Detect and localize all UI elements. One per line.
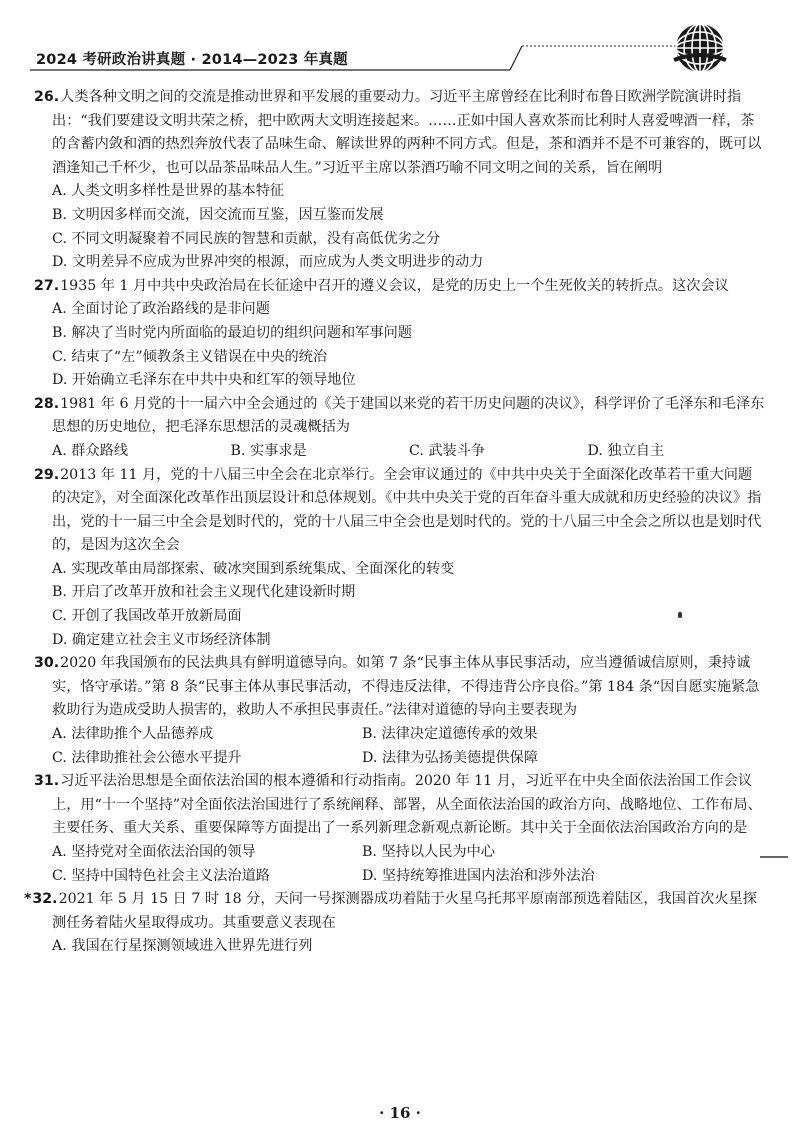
option-a: A. 人类文明多样性是世界的基本特征: [52, 183, 285, 200]
question-number: 32.: [32, 891, 58, 908]
option-b: B. 法律决定道德传承的效果: [362, 726, 538, 743]
option-d: D. 确定建立社会主义市场经济体制: [52, 631, 271, 648]
option-b: B. 开启了改革开放和社会主义现代化建设新时期: [52, 584, 356, 601]
question-number: 30.: [34, 655, 60, 672]
question-stem: 1935 年 1 月中共中央政治局在长征途中召开的遵义会议，是党的历史上一个生死攸关的转折点。这次会议: [60, 277, 729, 294]
question-stem: 2021 年 5 月 15 日 7 时 18 分，天问一号探测器成功着陆于火星乌托邦平原南部预选着陆区，我国首次火星探测任务着陆火星取得成功。其重要意义表现在: [52, 891, 757, 931]
header-title: 2024 考研政治讲真题 · 2014—2023 年真题: [36, 52, 348, 68]
question-28: [34, 393, 766, 464]
option-list: [34, 440, 766, 464]
question-stem: 2020 年我国颁布的民法典具有鲜明道德导向。如第 7 条“民事主体从事民事活动，应当遵循诚信原则，秉持诚实，恪守承诺。”第 8 条“民事主体从事民事活动，不得违反法律，不得违背公序良俗。”第 184 条“因自愿实施紧急救助行为造成受助人损害的，救助人不承担民事责任。”法律对道德的导向主要表现为: [52, 655, 760, 719]
question-32: [24, 888, 766, 959]
scan-streak: [760, 856, 788, 858]
option-a: A. 实现改革由局部探索、破冰突围到系统集成、全面深化的转变: [52, 560, 455, 577]
option-a: A. 群众路线: [52, 442, 129, 459]
page-header: [30, 40, 730, 74]
page-number: · 16 ·: [379, 1104, 421, 1122]
option-a: A. 法律助推个人品德养成: [52, 726, 214, 743]
option-list: [24, 935, 766, 959]
option-a: A. 坚持党对全面依法治国的领导: [52, 844, 256, 860]
question-number: 31.: [34, 773, 60, 790]
option-b: B. 坚持以人民为中心: [362, 844, 495, 860]
question-number: 27.: [34, 277, 60, 294]
question-stem: 习近平法治思想是全面依法治国的根本遵循和行动指南。2020 年 11 月，习近平在中央全面依法治国工作会议上，用“十一个坚持”对全面依法治国进行了系统阐释、部署，从全面依法治国的政治方向、战略地位、工作布局、主要任务、重大关系、重要保障等方面提出了一系列新理念新观点新论断。其中关于全面依法治国政治方向的是: [52, 773, 762, 837]
option-b: B. 文明因多样而交流，因交流而互鉴，因互鉴而发展: [52, 206, 384, 223]
question-number: 29.: [34, 466, 60, 483]
question-number: 26.: [34, 89, 60, 105]
question-stem: 人类各种文明之间的交流是推动世界和平发展的重要动力。习近平主席曾经在比利时布鲁日欧洲学院演讲时指出：“我们要建设文明共荣之桥，把中欧两大文明连接起来。……正如中国人喜欢茶而比利时人喜爱啤酒一样，茶的含蓄内敛和酒的热烈奔放代表了品味生命、解读世界的两种不同方式。但是，茶和酒并不是不可兼容的，既可以酒逢知己千杯少，也可以品茶品味品人生。”习近平主席以茶酒巧喻不同文明之间的关系，旨在阐明: [52, 89, 762, 176]
option-list: [34, 723, 766, 770]
option-list: [34, 298, 766, 392]
option-d: D. 开始确立毛泽东在中共中央和红军的领导地位: [52, 372, 356, 389]
option-d: D. 文明差异不应成为世界冲突的根源，而应成为人类文明进步的动力: [52, 254, 484, 271]
option-d: D. 坚持统筹推进国内法治和涉外法治: [362, 867, 595, 884]
option-c: C. 武装斗争: [409, 442, 486, 459]
option-b: B. 解决了当时党内所面临的最迫切的组织问题和军事问题: [52, 324, 412, 341]
scan-speck: [678, 612, 682, 618]
option-c: C. 开创了我国改革开放新局面: [52, 608, 242, 625]
option-d: D. 独立自主: [587, 442, 665, 459]
option-b: B. 实事求是: [230, 442, 307, 459]
option-c: C. 结束了“左”倾教条主义错误在中央的统治: [52, 348, 328, 365]
question-stem: 1981 年 6 月党的十一届六中全会通过的《关于建国以来党的若干历史问题的决议》，科学评价了毛泽东和毛泽东思想的历史地位，把毛泽东思想活的灵魂概括为: [52, 395, 765, 436]
question-26: [34, 86, 766, 275]
question-stem: 2013 年 11 月，党的十八届三中全会在北京举行。全会审议通过的《中共中央关于全面深化改革若干重大问题的决定》，对全面深化改革作出顶层设计和总体规划。《中共中央关于党的百年奋斗重大成就和历史经验的决议》指出，党的十一届三中全会是划时代的，党的十八届三中全会也是划时代的。党的十八届三中全会之所以也是划时代的，是因为这次全会: [52, 466, 762, 554]
globe-icon: [672, 20, 728, 76]
option-list: [34, 558, 766, 652]
question-30: [34, 652, 766, 770]
question-29: [34, 464, 766, 653]
option-a: A. 我国在行星探测领域进入世界先进行列: [52, 938, 313, 955]
question-31: [34, 770, 766, 888]
star-marker: *: [24, 891, 32, 908]
option-c: C. 法律助推社会公德水平提升: [52, 749, 242, 766]
question-27: [34, 275, 766, 393]
option-list: [34, 180, 766, 274]
question-list: [24, 86, 766, 959]
option-c: C. 不同文明凝聚着不同民族的智慧和贡献，没有高低优劣之分: [52, 230, 441, 247]
option-a: A. 全面讨论了政治路线的是非问题: [52, 301, 270, 318]
option-c: C. 坚持中国特色社会主义法治道路: [52, 867, 270, 884]
option-list: [34, 841, 766, 888]
question-number: 28.: [34, 395, 60, 412]
option-d: D. 法律为弘扬美德提供保障: [362, 749, 538, 766]
